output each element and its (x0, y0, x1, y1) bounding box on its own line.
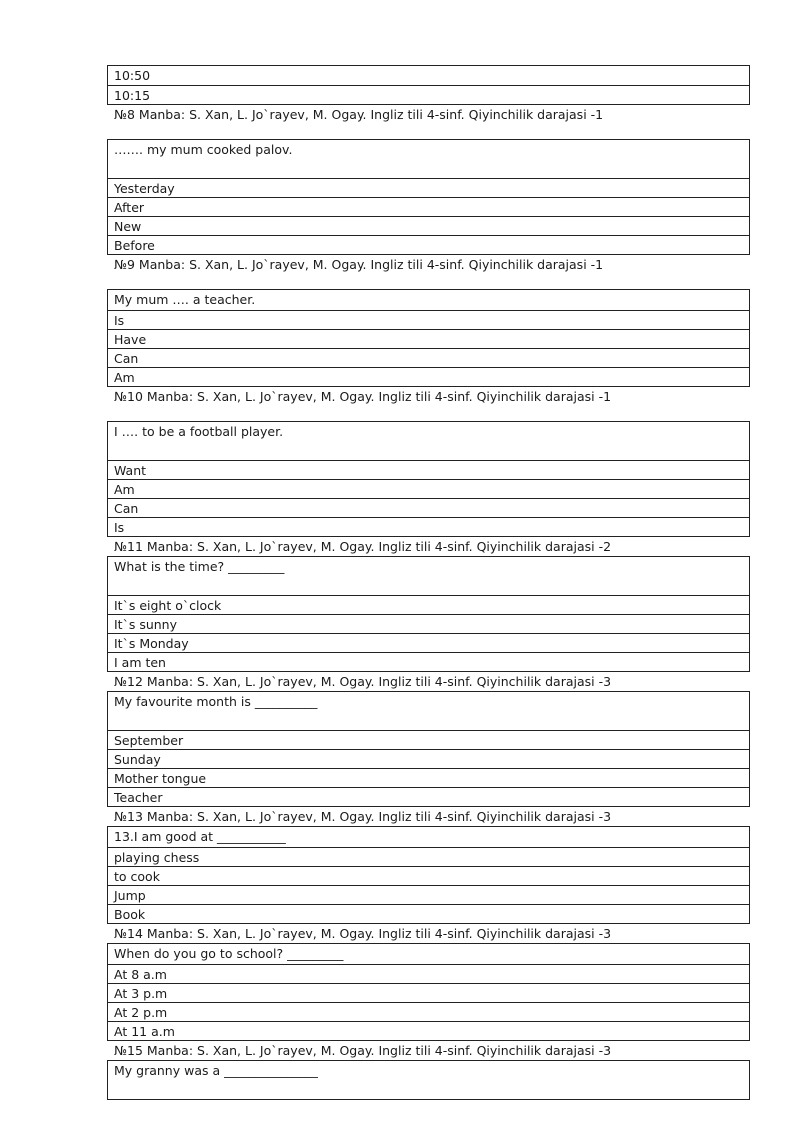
question-table-11 (107, 556, 750, 672)
option-row: Am (108, 367, 749, 386)
option-row: After (108, 197, 749, 216)
option-row: Yesterday (108, 178, 749, 197)
option-row: 10:15 (108, 85, 749, 104)
question-table-15 (107, 1060, 750, 1100)
question-text: 13.I am good at ___________ (114, 829, 286, 844)
question-header-15: №15 Manba: S. Xan, L. Jo`rayev, M. Ogay. Ingliz tili 4-sinf. Qiyinchilik darajasi -3 (114, 1043, 612, 1058)
option-row: Sunday (108, 749, 749, 768)
option-row: New (108, 216, 749, 235)
question-header-13: №13 Manba: S. Xan, L. Jo`rayev, M. Ogay. Ingliz tili 4-sinf. Qiyinchilik darajasi -3 (114, 809, 612, 824)
question-text: ……. my mum cooked palov. (114, 142, 293, 157)
option-row: It`s eight o`clock (108, 595, 749, 614)
question-table-13 (107, 826, 750, 924)
question-header-9: №9 Manba: S. Xan, L. Jo`rayev, M. Ogay. Ingliz tili 4-sinf. Qiyinchilik darajasi -1 (114, 257, 604, 272)
question-text: My favourite month is __________ (114, 694, 318, 709)
question-text: When do you go to school? _________ (114, 946, 344, 961)
question-table-8 (107, 139, 750, 255)
question-header-10: №10 Manba: S. Xan, L. Jo`rayev, M. Ogay. Ingliz tili 4-sinf. Qiyinchilik darajasi -1 (114, 389, 612, 404)
question-table-12 (107, 691, 750, 807)
question-text: My granny was a _______________ (114, 1063, 318, 1078)
question-table-9 (107, 289, 750, 387)
option-row: At 2 p.m (108, 1002, 749, 1021)
spacer (107, 406, 750, 421)
option-row: Is (108, 310, 749, 329)
question-text: I …. to be a football player. (114, 424, 284, 439)
option-row: Is (108, 517, 749, 536)
question-table-14 (107, 943, 750, 1041)
spacer (107, 274, 750, 289)
spacer (107, 124, 750, 139)
option-row: It`s Monday (108, 633, 749, 652)
option-row: Can (108, 348, 749, 367)
option-row: 10:50 (114, 68, 151, 83)
option-row: Can (108, 498, 749, 517)
option-row: Mother tongue (108, 768, 749, 787)
option-row: At 8 a.m (108, 964, 749, 983)
question-table-10 (107, 421, 750, 537)
option-row: Have (108, 329, 749, 348)
question-text: What is the time? _________ (114, 559, 285, 574)
option-row: At 11 a.m (108, 1021, 749, 1040)
test-document (107, 65, 750, 1100)
option-row: I am ten (108, 652, 749, 671)
question-header-8: №8 Manba: S. Xan, L. Jo`rayev, M. Ogay. Ingliz tili 4-sinf. Qiyinchilik darajasi -1 (114, 107, 604, 122)
question-header-12: №12 Manba: S. Xan, L. Jo`rayev, M. Ogay. Ingliz tili 4-sinf. Qiyinchilik darajasi -3 (114, 674, 612, 689)
option-row: Jump (108, 885, 749, 904)
question-header-11: №11 Manba: S. Xan, L. Jo`rayev, M. Ogay. Ingliz tili 4-sinf. Qiyinchilik darajasi -2 (114, 539, 612, 554)
option-row: It`s sunny (108, 614, 749, 633)
option-row: Am (108, 479, 749, 498)
option-row: At 3 p.m (108, 983, 749, 1002)
question-header-14: №14 Manba: S. Xan, L. Jo`rayev, M. Ogay. Ingliz tili 4-sinf. Qiyinchilik darajasi -3 (114, 926, 612, 941)
option-row: Before (108, 235, 749, 254)
option-row: Want (108, 460, 749, 479)
option-row: September (108, 730, 749, 749)
option-row: playing chess (108, 847, 749, 866)
question-text: My mum …. a teacher. (114, 292, 256, 307)
options-table-7-tail (107, 65, 750, 105)
option-row: to cook (108, 866, 749, 885)
option-row: Teacher (108, 787, 749, 806)
option-row: Book (108, 904, 749, 923)
